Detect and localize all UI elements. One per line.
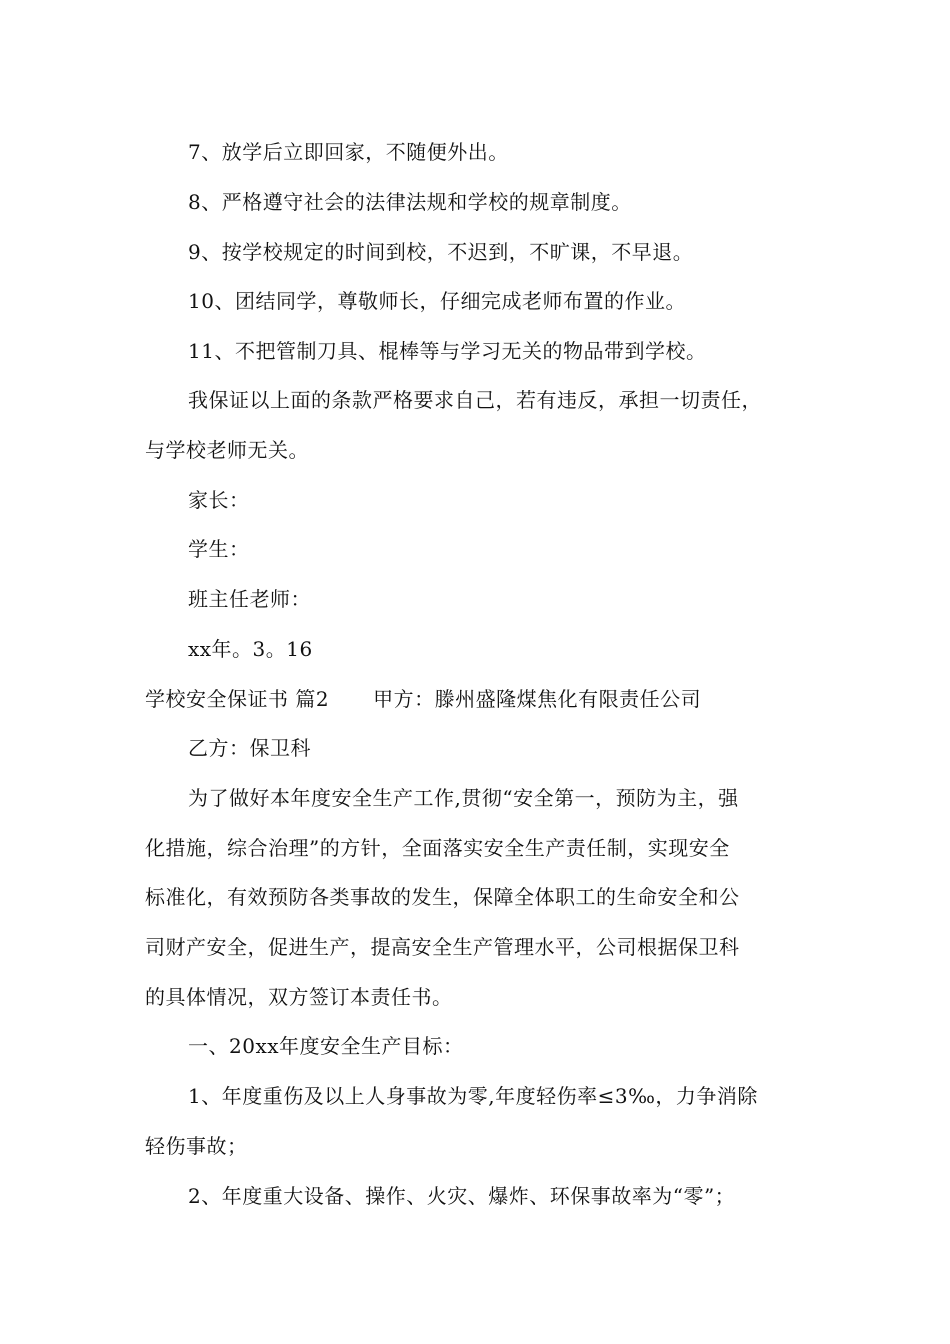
pledge-statement-line-2: 与学校老师无关。 — [145, 438, 309, 462]
rule-item-7: 7、放学后立即回家，不随便外出。 — [188, 140, 509, 164]
rule-item-11: 11、不把管制刀具、棍棒等与学习无关的物品带到学校。 — [188, 339, 707, 363]
section-title: 学校安全保证书 篇2 — [145, 687, 330, 711]
rule-item-8: 8、严格遵守社会的法律法规和学校的规章制度。 — [188, 190, 632, 214]
intro-paragraph-line-5: 的具体情况，双方签订本责任书。 — [145, 985, 453, 1009]
date-line: xx年。3。16 — [188, 637, 313, 661]
intro-paragraph-line-4: 司财产安全，促进生产，提高安全生产管理水平，公司根据保卫科 — [145, 935, 740, 959]
intro-paragraph-line-3: 标准化，有效预防各类事故的发生，保障全体职工的生命安全和公 — [145, 885, 740, 909]
pledge-statement-line-1: 我保证以上面的条款严格要求自己，若有违反，承担一切责任， — [188, 388, 762, 412]
party-a: 甲方：滕州盛隆煤焦化有限责任公司 — [373, 687, 702, 711]
rule-item-10: 10、团结同学，尊敬师长，仔细完成老师布置的作业。 — [188, 289, 686, 313]
goal-1-line-2: 轻伤事故； — [145, 1134, 248, 1158]
party-b: 乙方：保卫科 — [188, 736, 311, 760]
section-heading-line — [145, 684, 701, 714]
goal-2: 2、年度重大设备、操作、火灾、爆炸、环保事故率为“零”； — [188, 1184, 736, 1208]
goal-1-line-1: 1、年度重伤及以上人身事故为零,年度轻伤率≤3‰，力争消除 — [188, 1084, 758, 1108]
goals-heading: 一、20xx年度安全生产目标： — [188, 1034, 464, 1058]
intro-paragraph-line-1: 为了做好本年度安全生产工作,贯彻“安全第一，预防为主，强 — [188, 786, 739, 810]
teacher-signature-label: 班主任老师： — [188, 587, 311, 611]
student-signature-label: 学生： — [188, 537, 250, 561]
parent-signature-label: 家长： — [188, 488, 250, 512]
rule-item-9: 9、按学校规定的时间到校，不迟到，不旷课，不早退。 — [188, 240, 694, 264]
intro-paragraph-line-2: 化措施，综合治理”的方针，全面落实安全生产责任制，实现安全 — [145, 836, 730, 860]
